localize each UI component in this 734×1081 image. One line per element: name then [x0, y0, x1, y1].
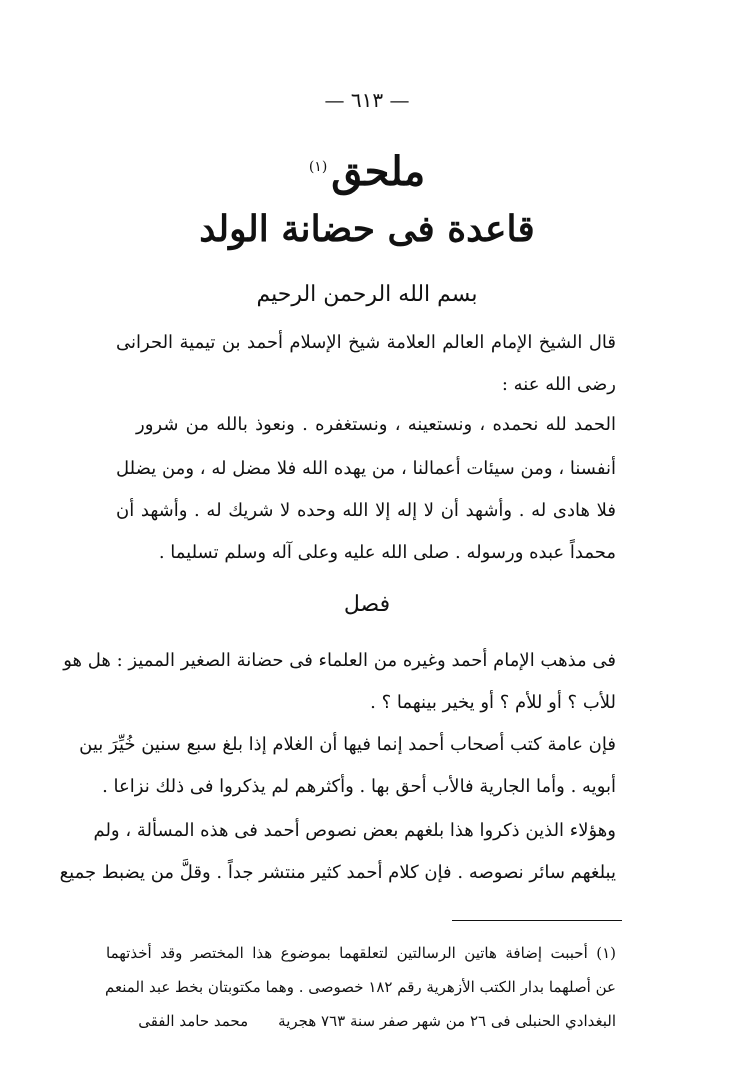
footnote-signature: محمد حامد الفقى — [138, 1012, 249, 1030]
intro-line: أنفسنا ، ومن سيئات أعمالنا ، من يهده الله فلا مضل له ، ومن يضلل — [116, 458, 616, 479]
footnote-line: البغدادي الحنبلى فى ٢٦ من شهر صفر سنة ٧٦٣ هجرية — [278, 1012, 616, 1030]
footnote-last-line — [106, 1010, 616, 1032]
basmala: بسم الله الرحمن الرحيم — [256, 282, 478, 307]
body-line: فإن عامة كتب أصحاب أحمد إنما فيها أن الغلام إذا بلغ سبع سنين خُيِّرَ بين — [79, 734, 616, 755]
page-number: — ٦١٣ — — [324, 88, 410, 112]
body-line: للأب ؟ أو للأم ؟ أو يخير بينهما ؟ . — [370, 692, 616, 713]
treatise-title: قاعدة فى حضانة الولد — [199, 208, 535, 250]
body-line: يبلغهم سائر نصوصه . فإن كلام أحمد كثير منتشر جداً . وقلَّ من يضبط جميع — [59, 862, 616, 883]
intro-line: فلا هادى له . وأشهد أن لا إله إلا الله وحده لا شريك له . وأشهد أن — [116, 500, 616, 521]
appendix-title — [0, 148, 734, 195]
body-line: فى مذهب الإمام أحمد وغيره من العلماء فى حضانة الصغير المميز : هل هو — [63, 650, 616, 671]
intro-line: محمداً عبده ورسوله . صلى الله عليه وعلى آله وسلم تسليما . — [158, 542, 616, 563]
intro-line: قال الشيخ الإمام العالم العلامة شيخ الإسلام أحمد بن تيمية الحرانى — [116, 332, 616, 353]
footnote-divider — [452, 920, 622, 921]
body-line: أبويه . وأما الجارية فالأب أحق بها . وأكثرهم لم يذكروا فى ذلك نزاعا . — [102, 776, 616, 797]
section-title: فصل — [343, 592, 391, 617]
footnote-line: (١) أحببت إضافة هاتين الرسالتين لتعلقهما بموضوع هذا المختصر وقد أخذتهما — [106, 944, 616, 962]
appendix-title-text: ملحق — [331, 148, 426, 195]
intro-line: رضى الله عنه : — [501, 374, 616, 395]
intro-line: الحمد لله نحمده ، ونستعينه ، ونستغفره . ونعوذ بالله من شرور — [136, 414, 616, 435]
footnote-marker: (١) — [308, 158, 328, 175]
footnote-line: عن أصلهما بدار الكتب الأزهرية رقم ١٨٢ خصوصى . وهما مكتوبتان بخط عبد المنعم — [105, 978, 616, 996]
body-line: وهؤلاء الذين ذكروا هذا بلغهم بعض نصوص أحمد فى هذه المسألة ، ولم — [93, 820, 616, 841]
